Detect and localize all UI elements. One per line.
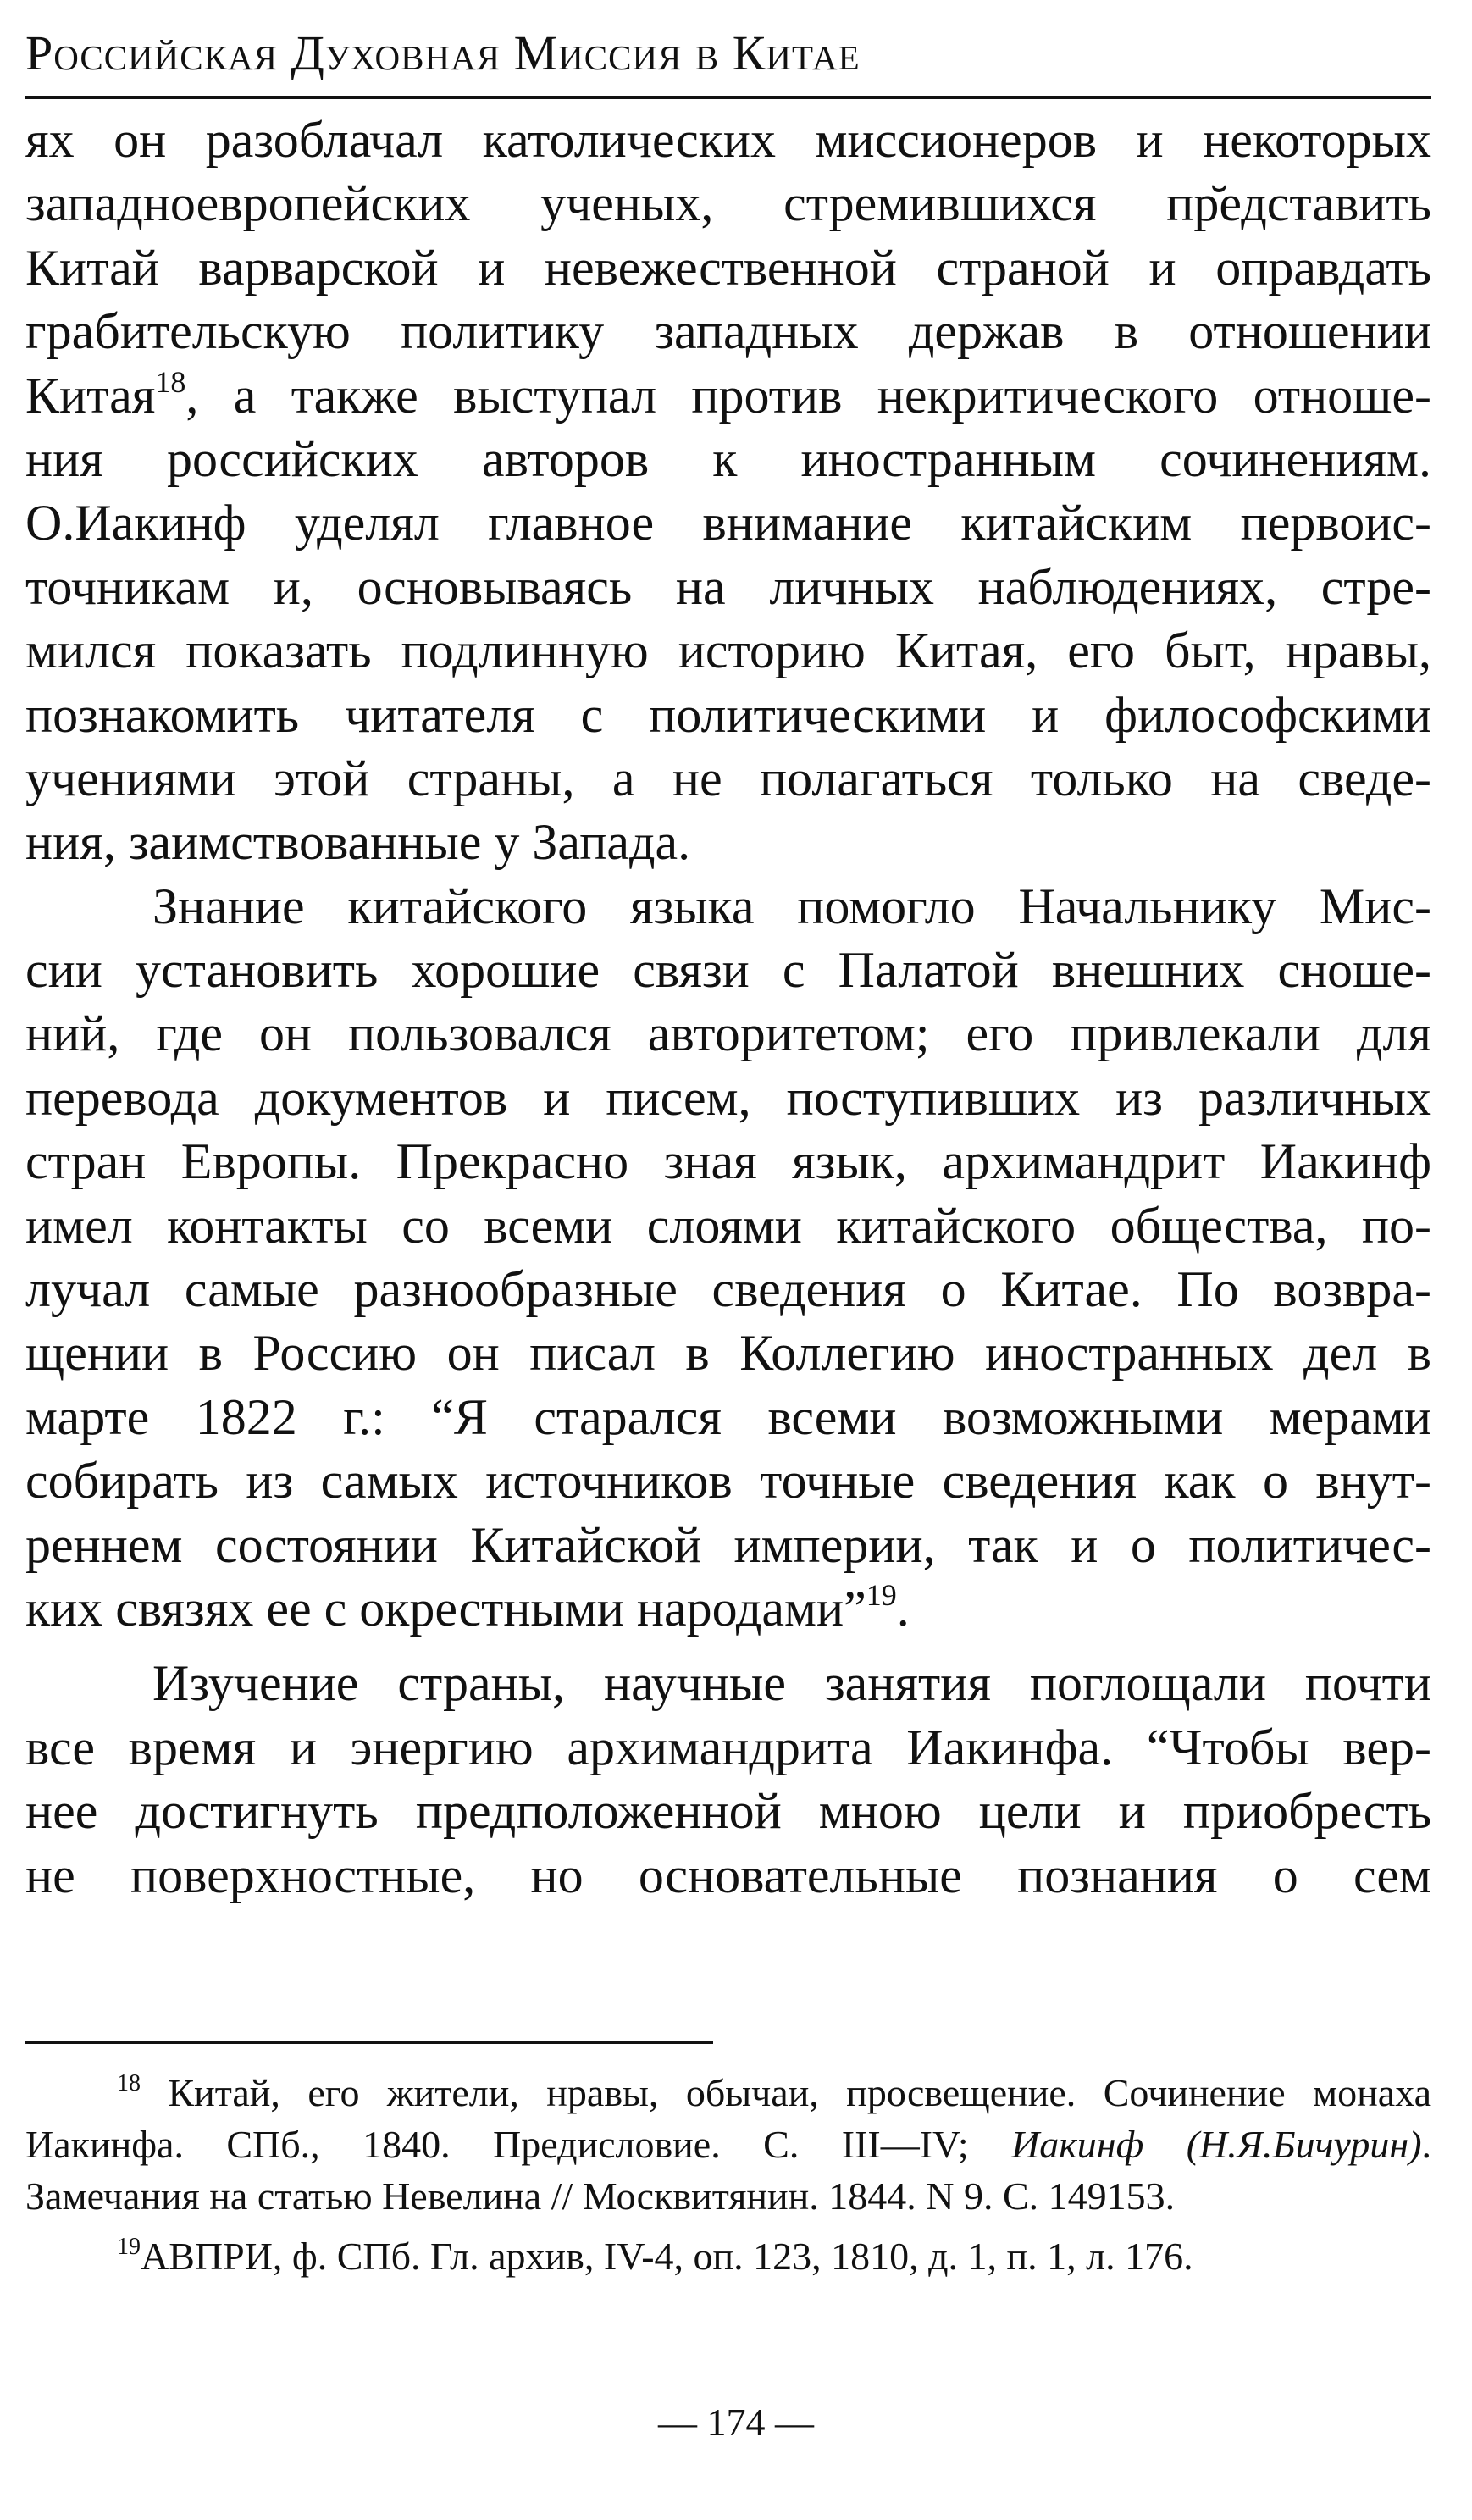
text-fragment: Китая [25,367,156,424]
text-line: Знание китайского языка помогло Начальнику Мис- [152,878,1431,934]
text-line: учениями этой страны, а не полагаться только на сведе- [25,750,1431,806]
text-fragment: . [896,1580,910,1637]
text-line: О.Иакинф уделял главное внимание китайским первоис- [25,495,1431,551]
text-line: перевода документов и писем, поступивших из различных [25,1069,1431,1126]
footnote-rule [25,2041,713,2044]
text-line: Изучение страны, научные занятия поглощали почти [152,1655,1431,1712]
paragraph-3 [25,1652,1431,1908]
text-line [25,364,1431,428]
text-fragment: ких связях ее с окрестными народами” [25,1580,866,1637]
footnote-number: 18 [117,2070,141,2096]
footnote-ref-18: 18 [155,364,186,399]
text-line: стран Европы. Прекрасно зная язык, архимандрит Иакинф [25,1133,1431,1190]
text-fragment: , а также выступал против некритического отноше- [185,367,1431,424]
text-line: реннем состоянии Китайской империи, так и о политичес- [25,1516,1431,1573]
main-text [25,108,1431,1908]
text-line: ния, заимствованные у Запада. [25,814,691,871]
text-fragment: Иакинфа. СПб., 1840. Предисловие. С. III—IV; [25,2123,1012,2166]
text-line: лучал самые разнообразные сведения о Китае. По возвра- [25,1261,1431,1318]
text-line [25,1577,1431,1641]
text-line: щении в Россию он писал в Коллегию иностранных дел в [25,1325,1431,1382]
text-line: все время и энергию архимандрита Иакинфа. “Чтобы вер- [25,1719,1431,1775]
text-line: западноевропейских ученых, стремившихся пр̆едставить [25,175,1431,232]
text-fragment: АВПРИ, ф. СПб. Гл. архив, IV-4, оп. 123, 1810, д. 1, п. 1, л. 176. [141,2235,1193,2278]
text-line: имел контакты со всеми слоями китайского общества, по- [25,1197,1431,1254]
text-line: точникам и, основываясь на личных наблюдениях, стре- [25,558,1431,615]
italic-author: Иакинф (Н.Я.Бичурин) [1011,2123,1422,2166]
text-line: собирать из самых источников точные сведения как о внут- [25,1453,1431,1509]
footnote-line [25,2067,1431,2118]
paragraph-2 [25,875,1431,1642]
text-line: мился показать подлинную историю Китая, его быт, нравы, [25,623,1431,679]
footnote-line [25,2230,1431,2282]
footnote-ref-19: 19 [866,1577,897,1612]
footnote-line [25,2118,1431,2170]
text-line: не поверхностные, но основательные познания о сем [25,1847,1431,1903]
text-fragment: Китай, его жители, нравы, обычаи, просвещение. Сочинение монаха [141,2071,1431,2114]
text-line: нее достигнуть предположенной мною цели и приобресть [25,1783,1431,1840]
text-line: ния российских авторов к иностранным сочинениям. [25,430,1431,487]
paragraph-1 [25,108,1431,875]
text-line: познакомить читателя с политическими и философскими [25,686,1431,743]
text-line: грабительскую политику западных держав в отношении [25,303,1431,360]
footnote-number: 19 [117,2234,141,2260]
footnote-line: Замечания на статью Невелина // Москвитянин. 1844. N 9. С. 149153. [25,2174,1176,2218]
footnotes [25,2067,1431,2282]
text-line: ний, где он пользовался авторитетом; его привлекали для [25,1005,1431,1062]
text-line: сии установить хорошие связи с Палатой внешних сноше- [25,942,1431,999]
running-head: Российская Духовная Миссия в Китае [25,25,861,80]
footnote-19 [25,2230,1431,2282]
footnote-18 [25,2067,1431,2222]
text-line: ях он разоблачал католических миссионеров и некоторых [25,112,1431,168]
text-line: Китай варварской и невежественной страной и оправдать [25,239,1431,296]
text-fragment: . [1421,2123,1432,2166]
page-number: — 174 — [658,2401,814,2444]
text-line: марте 1822 г.: “Я старался всеми возможными мерами [25,1388,1431,1445]
header-rule [25,96,1431,99]
